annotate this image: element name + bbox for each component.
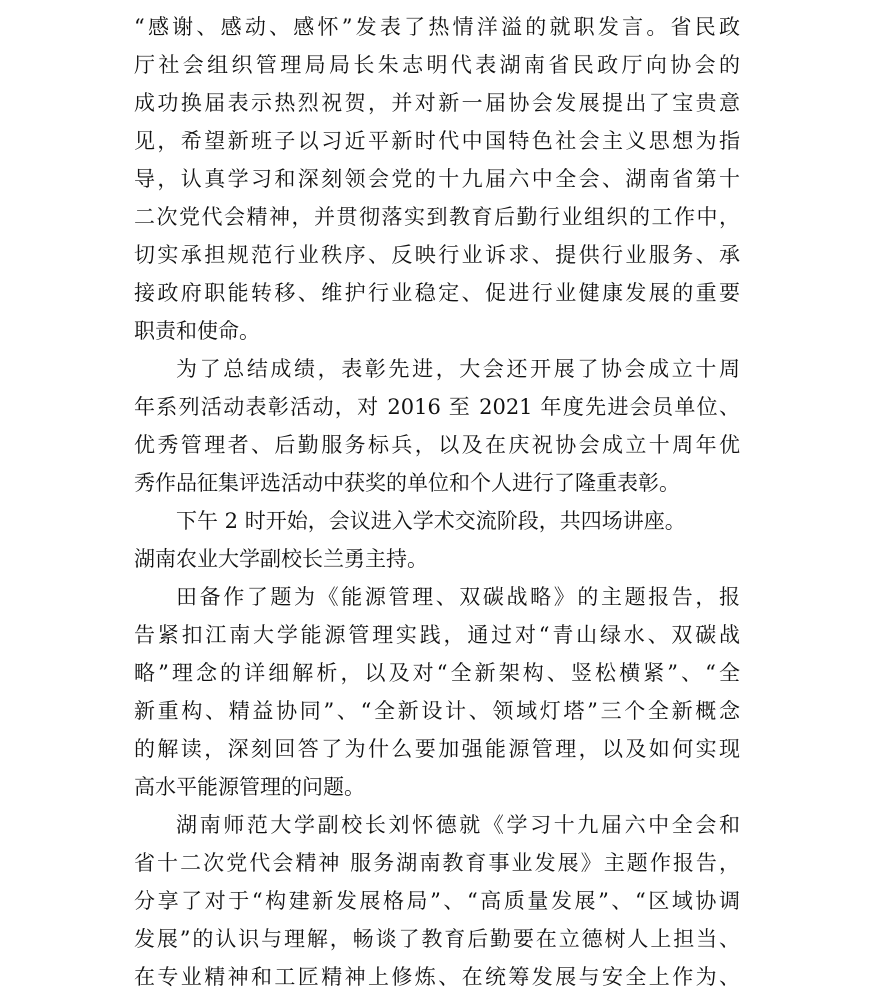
text-line-1: “感谢、感动、感怀”发表了热情洋溢的就职发言。省民政 bbox=[134, 15, 740, 39]
text-line-3: 成功换届表示热烈祝贺，并对新一届协会发展提出了宝贵意 bbox=[134, 91, 740, 115]
text-line-26: 在专业精神和工匠精神上修炼、在统筹发展与安全上作为、 bbox=[134, 965, 740, 989]
text-line-18: 略”理念的详细解析，以及对“全新架构、竖松横紧”、“全 bbox=[134, 661, 740, 685]
text-line-6: 二次党代会精神，并贯彻落实到教育后勤行业组织的工作中， bbox=[134, 205, 740, 229]
text-line-4: 见，希望新班子以习近平新时代中国特色社会主义思想为指 bbox=[134, 129, 740, 153]
text-line-9: 职责和使命。 bbox=[134, 319, 260, 343]
text-line-20: 的解读，深刻回答了为什么要加强能源管理，以及如何实现 bbox=[134, 737, 740, 761]
text-line-7: 切实承担规范行业秩序、反映行业诉求、提供行业服务、承 bbox=[134, 243, 740, 267]
text-line-17: 告紧扣江南大学能源管理实践，通过对“青山绿水、双碳战 bbox=[134, 623, 740, 647]
text-line-2: 厅社会组织管理局局长朱志明代表湖南省民政厅向协会的 bbox=[134, 53, 740, 77]
text-line-25: 发展”的认识与理解，畅谈了教育后勤要在立德树人上担当、 bbox=[134, 927, 740, 951]
text-line-23: 省十二次党代会精神 服务湖南教育事业发展》主题作报告， bbox=[134, 851, 740, 875]
text-line-5: 导，认真学习和深刻领会党的十九届六中全会、湖南省第十 bbox=[134, 167, 740, 191]
text-line-21: 高水平能源管理的问题。 bbox=[134, 775, 365, 799]
text-line-22: 湖南师范大学副校长刘怀德就《学习十九届六中全会和 bbox=[176, 813, 740, 837]
text-line-13: 秀作品征集评选活动中获奖的单位和个人进行了隆重表彰。 bbox=[134, 471, 680, 495]
text-line-8: 接政府职能转移、维护行业稳定、促进行业健康发展的重要 bbox=[134, 281, 740, 305]
text-line-15: 湖南农业大学副校长兰勇主持。 bbox=[134, 547, 428, 571]
text-line-24: 分享了对于“构建新发展格局”、“高质量发展”、“区域协调 bbox=[134, 889, 740, 913]
text-line-10: 为了总结成绩，表彰先进，大会还开展了协会成立十周 bbox=[176, 357, 740, 381]
text-line-12: 优秀管理者、后勤服务标兵，以及在庆祝协会成立十周年优 bbox=[134, 433, 740, 457]
text-line-19: 新重构、精益协同”、“全新设计、领域灯塔”三个全新概念 bbox=[134, 699, 740, 723]
text-line-16: 田备作了题为《能源管理、双碳战略》的主题报告，报 bbox=[176, 585, 740, 609]
text-line-11: 年系列活动表彰活动，对 2016 至 2021 年度先进会员单位、 bbox=[134, 395, 740, 419]
text-line-14: 下午 2 时开始，会议进入学术交流阶段，共四场讲座。 bbox=[176, 509, 686, 533]
